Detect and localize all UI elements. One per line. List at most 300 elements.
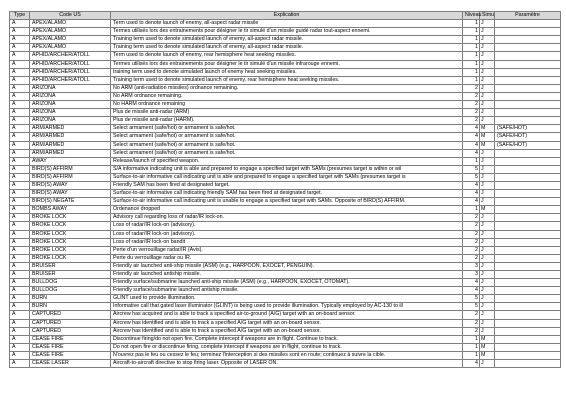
cell-code-us[interactable]: BROKE LOCK — [30, 238, 111, 246]
cell-explication[interactable]: Termes utilisés lors des entrainements pour désigner le tir simulé d'un missile infrarouge ennemi. — [111, 60, 463, 68]
table-row[interactable] — [10, 76, 561, 84]
cell-type[interactable]: A — [10, 295, 30, 303]
cell-code-us[interactable]: BROKE LOCK — [30, 230, 111, 238]
cell-niveau[interactable]: 4 — [463, 279, 480, 287]
cell-code-us[interactable]: CAPTURED — [30, 311, 111, 319]
header-niveau[interactable]: Niveau — [463, 12, 480, 20]
table-row[interactable] — [10, 60, 561, 68]
cell-niveau[interactable]: 4 — [463, 360, 480, 368]
cell-code-us[interactable]: BROKE LOCK — [30, 246, 111, 254]
cell-parametre[interactable] — [495, 149, 561, 157]
cell-explication[interactable]: Aircrew has acquired and is able to track a specified air-to-ground (A/G) target with an on-board sensor. — [111, 311, 463, 319]
cell-parametre[interactable] — [495, 343, 561, 351]
cell-simu[interactable]: M — [480, 133, 495, 141]
cell-parametre[interactable] — [495, 101, 561, 109]
cell-parametre[interactable] — [495, 230, 561, 238]
cell-parametre[interactable] — [495, 303, 561, 311]
cell-code-us[interactable]: BIRD(S) AWAY — [30, 181, 111, 189]
cell-parametre[interactable] — [495, 84, 561, 92]
cell-type[interactable]: A — [10, 125, 30, 133]
cell-simu[interactable]: J — [480, 190, 495, 198]
cell-niveau[interactable]: 4 — [463, 149, 480, 157]
cell-parametre[interactable] — [495, 20, 561, 28]
cell-niveau[interactable]: 1 — [463, 335, 480, 343]
cell-code-us[interactable]: CEASE LASER — [30, 360, 111, 368]
table-row[interactable] — [10, 44, 561, 52]
cell-type[interactable]: A — [10, 92, 30, 100]
cell-parametre[interactable] — [495, 246, 561, 254]
cell-code-us[interactable]: APEX/ALAMO — [30, 28, 111, 36]
cell-explication[interactable]: Release/launch of specified weapon. — [111, 157, 463, 165]
table-row[interactable] — [10, 303, 561, 311]
cell-parametre[interactable] — [495, 157, 561, 165]
cell-type[interactable]: A — [10, 141, 30, 149]
cell-simu[interactable]: J — [480, 60, 495, 68]
cell-simu[interactable]: J — [480, 311, 495, 319]
cell-simu[interactable]: J — [480, 52, 495, 60]
cell-code-us[interactable]: BROKE LOCK — [30, 222, 111, 230]
cell-niveau[interactable]: 5 — [463, 173, 480, 181]
table-row[interactable] — [10, 20, 561, 28]
cell-niveau[interactable]: 2 — [463, 222, 480, 230]
cell-code-us[interactable]: ARIZONA — [30, 101, 111, 109]
cell-parametre[interactable] — [495, 117, 561, 125]
cell-type[interactable]: A — [10, 262, 30, 270]
cell-parametre[interactable]: (SAFE/HOT) — [495, 133, 561, 141]
cell-niveau[interactable]: 2 — [463, 254, 480, 262]
cell-simu[interactable]: J — [480, 109, 495, 117]
cell-explication[interactable]: No HARM ordnance remaining — [111, 101, 463, 109]
table-row[interactable] — [10, 165, 561, 173]
cell-type[interactable]: A — [10, 149, 30, 157]
cell-parametre[interactable] — [495, 335, 561, 343]
cell-niveau[interactable]: 1 — [463, 52, 480, 60]
cell-explication[interactable]: Training term used to denote simulated launch of enemy, all-aspect radar missile. — [111, 36, 463, 44]
cell-simu[interactable]: M — [480, 125, 495, 133]
table-row[interactable] — [10, 262, 561, 270]
cell-explication[interactable]: Discontinue firing/do not open fire. Complete intercept if weapons are in flight. Continue to track. — [111, 335, 463, 343]
cell-explication[interactable]: Training term used to denote simulated launch of enemy, all-aspect radar missile. — [111, 44, 463, 52]
cell-simu[interactable]: J — [480, 101, 495, 109]
cell-simu[interactable]: M — [480, 141, 495, 149]
cell-type[interactable]: A — [10, 206, 30, 214]
cell-code-us[interactable]: BURN — [30, 303, 111, 311]
cell-niveau[interactable]: 2 — [463, 246, 480, 254]
table-row[interactable] — [10, 141, 561, 149]
cell-type[interactable]: A — [10, 311, 30, 319]
cell-type[interactable]: A — [10, 173, 30, 181]
cell-explication[interactable]: Select armament (safe/hot) or armament is safe/hot. — [111, 133, 463, 141]
cell-simu[interactable]: J — [480, 222, 495, 230]
cell-parametre[interactable] — [495, 238, 561, 246]
cell-code-us[interactable]: BROKE LOCK — [30, 254, 111, 262]
cell-parametre[interactable] — [495, 44, 561, 52]
table-row[interactable] — [10, 319, 561, 327]
table-row[interactable] — [10, 101, 561, 109]
cell-code-us[interactable]: BIRD(S) AFFIRM — [30, 173, 111, 181]
cell-code-us[interactable]: ARM/ARMED — [30, 133, 111, 141]
table-row[interactable] — [10, 279, 561, 287]
cell-parametre[interactable] — [495, 28, 561, 36]
cell-parametre[interactable] — [495, 92, 561, 100]
cell-explication[interactable]: Aircrew has identified and is able to track a specified A/G target with an on-board sensor. — [111, 327, 463, 335]
header-type[interactable]: Type — [10, 12, 30, 20]
cell-code-us[interactable]: CEASE FIRE — [30, 351, 111, 359]
cell-parametre[interactable] — [495, 36, 561, 44]
cell-simu[interactable]: J — [480, 198, 495, 206]
cell-explication[interactable]: Perte d'un verrouillage radar/IR (Avis). — [111, 246, 463, 254]
cell-niveau[interactable]: 1 — [463, 44, 480, 52]
cell-code-us[interactable]: BOMBS AWAY — [30, 206, 111, 214]
cell-niveau[interactable]: 3 — [463, 271, 480, 279]
cell-niveau[interactable]: 4 — [463, 133, 480, 141]
cell-type[interactable]: A — [10, 360, 30, 368]
cell-parametre[interactable] — [495, 214, 561, 222]
cell-niveau[interactable]: 4 — [463, 181, 480, 189]
cell-type[interactable]: A — [10, 117, 30, 125]
table-row[interactable] — [10, 246, 561, 254]
cell-niveau[interactable]: 1 — [463, 206, 480, 214]
cell-parametre[interactable] — [495, 173, 561, 181]
cell-explication[interactable]: Select armament (safe/hot) or armament is safe/hot. — [111, 149, 463, 157]
cell-simu[interactable]: J — [480, 157, 495, 165]
cell-type[interactable]: A — [10, 319, 30, 327]
cell-code-us[interactable]: CAPTURED — [30, 327, 111, 335]
cell-niveau[interactable]: 5 — [463, 303, 480, 311]
cell-niveau[interactable]: 1 — [463, 36, 480, 44]
cell-code-us[interactable]: ARM/ARMED — [30, 149, 111, 157]
cell-code-us[interactable]: APHID/ARCHER/ATOLL — [30, 52, 111, 60]
cell-code-us[interactable]: ARIZONA — [30, 92, 111, 100]
cell-type[interactable]: A — [10, 222, 30, 230]
cell-type[interactable]: A — [10, 246, 30, 254]
cell-explication[interactable]: Termes utilisés lors des entrainements pour désigner le tir simulé d'un missile guidé radar tout-aspect ennemi. — [111, 28, 463, 36]
cell-type[interactable]: A — [10, 52, 30, 60]
table-row[interactable] — [10, 360, 561, 368]
cell-code-us[interactable]: APEX/ALAMO — [30, 36, 111, 44]
cell-parametre[interactable] — [495, 360, 561, 368]
cell-type[interactable]: A — [10, 351, 30, 359]
cell-type[interactable]: A — [10, 198, 30, 206]
table-row[interactable] — [10, 84, 561, 92]
cell-simu[interactable]: M — [480, 335, 495, 343]
cell-type[interactable]: A — [10, 68, 30, 76]
cell-simu[interactable]: J — [480, 262, 495, 270]
table-row[interactable] — [10, 28, 561, 36]
cell-explication[interactable]: Loss of radar/IR lock-on (advisory). — [111, 230, 463, 238]
cell-niveau[interactable]: 5 — [463, 165, 480, 173]
cell-parametre[interactable] — [495, 262, 561, 270]
cell-niveau[interactable]: 1 — [463, 68, 480, 76]
cell-explication[interactable]: Perte du verrouillage radar ou IR. — [111, 254, 463, 262]
cell-niveau[interactable]: 4 — [463, 141, 480, 149]
cell-explication[interactable]: S/A informative indicating unit is able and prepared to engage a specified target with SAMs (presumes target is within or wil — [111, 165, 463, 173]
cell-simu[interactable]: M — [480, 206, 495, 214]
cell-type[interactable]: A — [10, 271, 30, 279]
cell-simu[interactable]: M — [480, 351, 495, 359]
cell-type[interactable]: A — [10, 44, 30, 52]
table-row[interactable] — [10, 287, 561, 295]
cell-niveau[interactable]: 2 — [463, 117, 480, 125]
table-row[interactable] — [10, 206, 561, 214]
cell-explication[interactable]: Term used to denote launch of enemy, rear hemisphere heat seeking missiles. — [111, 52, 463, 60]
cell-simu[interactable]: M — [480, 343, 495, 351]
cell-explication[interactable]: Friendly SAM has been fired at designated target. — [111, 181, 463, 189]
header-code-us[interactable]: Code US — [30, 12, 111, 20]
cell-simu[interactable]: J — [480, 303, 495, 311]
cell-parametre[interactable] — [495, 52, 561, 60]
cell-code-us[interactable]: BRUISER — [30, 271, 111, 279]
cell-simu[interactable]: J — [480, 360, 495, 368]
cell-simu[interactable]: J — [480, 149, 495, 157]
table-row[interactable] — [10, 149, 561, 157]
cell-parametre[interactable] — [495, 206, 561, 214]
cell-niveau[interactable]: 4 — [463, 198, 480, 206]
cell-simu[interactable]: J — [480, 20, 495, 28]
cell-type[interactable]: A — [10, 279, 30, 287]
table-row[interactable] — [10, 222, 561, 230]
cell-code-us[interactable]: APHID/ARCHER/ATOLL — [30, 76, 111, 84]
cell-code-us[interactable]: APHID/ARCHER/ATOLL — [30, 68, 111, 76]
cell-explication[interactable]: Do not open fire or discontinue firing, complete intercept if weapons are in flight, continue to track. — [111, 343, 463, 351]
cell-niveau[interactable]: 2 — [463, 327, 480, 335]
cell-simu[interactable]: J — [480, 173, 495, 181]
cell-niveau[interactable]: 5 — [463, 295, 480, 303]
cell-explication[interactable]: Aircrew has identified and is able to track a specified A/G target with an on-board sensor. — [111, 319, 463, 327]
cell-niveau[interactable]: 1 — [463, 20, 480, 28]
cell-niveau[interactable]: 2 — [463, 311, 480, 319]
cell-niveau[interactable]: 2 — [463, 238, 480, 246]
table-row[interactable] — [10, 254, 561, 262]
cell-simu[interactable]: J — [480, 181, 495, 189]
cell-explication[interactable]: Loss of radar/IR lock-on bandit — [111, 238, 463, 246]
cell-niveau[interactable]: 3 — [463, 262, 480, 270]
cell-type[interactable]: A — [10, 133, 30, 141]
cell-simu[interactable]: J — [480, 295, 495, 303]
cell-type[interactable]: A — [10, 327, 30, 335]
cell-explication[interactable]: Plus de missile anti-radar (ARM) — [111, 109, 463, 117]
cell-explication[interactable]: N'ouvrez pas le feu ou cessez le feu; terminez l'interception si des missiles sont en route; continuez à suivre la cible. — [111, 351, 463, 359]
cell-type[interactable]: A — [10, 230, 30, 238]
cell-simu[interactable]: J — [480, 279, 495, 287]
cell-type[interactable]: A — [10, 109, 30, 117]
cell-type[interactable]: A — [10, 84, 30, 92]
cell-type[interactable]: A — [10, 181, 30, 189]
cell-type[interactable]: A — [10, 343, 30, 351]
table-row[interactable] — [10, 173, 561, 181]
cell-parametre[interactable] — [495, 198, 561, 206]
cell-code-us[interactable]: CEASE FIRE — [30, 343, 111, 351]
cell-code-us[interactable]: APEX/ALAMO — [30, 44, 111, 52]
cell-code-us[interactable]: ARIZONA — [30, 117, 111, 125]
cell-niveau[interactable]: 2 — [463, 319, 480, 327]
cell-code-us[interactable]: CEASE FIRE — [30, 335, 111, 343]
header-explication[interactable]: Explication — [111, 12, 463, 20]
cell-simu[interactable]: J — [480, 254, 495, 262]
cell-niveau[interactable]: 2 — [463, 92, 480, 100]
table-row[interactable] — [10, 198, 561, 206]
cell-simu[interactable]: J — [480, 117, 495, 125]
cell-niveau[interactable]: 1 — [463, 343, 480, 351]
cell-simu[interactable]: J — [480, 230, 495, 238]
cell-code-us[interactable]: BIRD(S) AWAY — [30, 190, 111, 198]
cell-code-us[interactable]: AWAY — [30, 157, 111, 165]
cell-simu[interactable]: J — [480, 92, 495, 100]
cell-simu[interactable]: J — [480, 165, 495, 173]
cell-code-us[interactable]: ARIZONA — [30, 84, 111, 92]
table-row[interactable] — [10, 52, 561, 60]
cell-code-us[interactable]: BIRD(S) NEGATE — [30, 198, 111, 206]
cell-niveau[interactable]: 2 — [463, 84, 480, 92]
cell-parametre[interactable] — [495, 351, 561, 359]
cell-explication[interactable]: training term used to denote simulated launch of enemy heat seeking missiles. — [111, 68, 463, 76]
cell-type[interactable]: A — [10, 190, 30, 198]
table-row[interactable] — [10, 295, 561, 303]
cell-explication[interactable]: Surface-to-air informative call indicating friendly SAM has been fired at designated target. — [111, 190, 463, 198]
cell-code-us[interactable]: BULLDOG — [30, 279, 111, 287]
cell-code-us[interactable]: APEX/ALAMO — [30, 20, 111, 28]
cell-code-us[interactable]: BROKE LOCK — [30, 214, 111, 222]
cell-niveau[interactable]: 1 — [463, 76, 480, 84]
cell-explication[interactable]: Friendly air launched anti-ship missile (ASM) (e.g., HARPOON, EXOCET, PENGUIN). — [111, 262, 463, 270]
cell-parametre[interactable] — [495, 76, 561, 84]
table-row[interactable] — [10, 190, 561, 198]
cell-niveau[interactable]: 2 — [463, 101, 480, 109]
cell-simu[interactable]: J — [480, 68, 495, 76]
cell-code-us[interactable]: BIRD(S) AFFIRM — [30, 165, 111, 173]
table-row[interactable] — [10, 214, 561, 222]
cell-type[interactable]: A — [10, 238, 30, 246]
cell-parametre[interactable] — [495, 60, 561, 68]
cell-simu[interactable]: J — [480, 287, 495, 295]
cell-explication[interactable]: Ordenance dropped — [111, 206, 463, 214]
cell-type[interactable]: A — [10, 157, 30, 165]
cell-type[interactable]: A — [10, 28, 30, 36]
table-row[interactable] — [10, 157, 561, 165]
cell-type[interactable]: A — [10, 60, 30, 68]
table-row[interactable] — [10, 327, 561, 335]
cell-parametre[interactable] — [495, 190, 561, 198]
cell-simu[interactable]: J — [480, 246, 495, 254]
cell-type[interactable]: A — [10, 287, 30, 295]
table-row[interactable] — [10, 311, 561, 319]
cell-explication[interactable]: Surface-to-air informative call indicating unit is able and prepared to engage a specified target with SAMs (presumes target is — [111, 173, 463, 181]
cell-niveau[interactable]: 1 — [463, 28, 480, 36]
table-row[interactable] — [10, 117, 561, 125]
cell-simu[interactable]: J — [480, 271, 495, 279]
cell-explication[interactable]: No ARM ordnance remaining. — [111, 92, 463, 100]
cell-simu[interactable]: J — [480, 28, 495, 36]
cell-explication[interactable]: Select armament (safe/hot) or armament is safe/hot. — [111, 141, 463, 149]
cell-simu[interactable]: J — [480, 44, 495, 52]
table-row[interactable] — [10, 335, 561, 343]
table-row[interactable] — [10, 351, 561, 359]
table-row[interactable] — [10, 133, 561, 141]
cell-explication[interactable]: Aircraft-to-aircraft directive to stop firing laser. Opposite of LASER ON. — [111, 360, 463, 368]
cell-simu[interactable]: J — [480, 214, 495, 222]
cell-parametre[interactable] — [495, 222, 561, 230]
cell-explication[interactable]: Informative call that gated laser illuminator (GLINT) is being used to provide illumination. Typically employed by AC-130 to ill — [111, 303, 463, 311]
cell-type[interactable]: A — [10, 214, 30, 222]
cell-niveau[interactable]: 1 — [463, 157, 480, 165]
cell-code-us[interactable]: ARM/ARMED — [30, 125, 111, 133]
header-simu[interactable]: Simu — [480, 12, 495, 20]
cell-explication[interactable]: No ARM (anti-radiation missiles) ordnance remaining. — [111, 84, 463, 92]
cell-code-us[interactable]: BRUISER — [30, 262, 111, 270]
cell-type[interactable]: A — [10, 335, 30, 343]
table-row[interactable] — [10, 92, 561, 100]
cell-niveau[interactable]: 2 — [463, 109, 480, 117]
cell-parametre[interactable] — [495, 254, 561, 262]
cell-code-us[interactable]: ARIZONA — [30, 109, 111, 117]
cell-code-us[interactable]: APHID/ARCHER/ATOLL — [30, 60, 111, 68]
cell-type[interactable]: A — [10, 303, 30, 311]
cell-code-us[interactable]: BURN — [30, 295, 111, 303]
cell-type[interactable]: A — [10, 20, 30, 28]
cell-niveau[interactable]: 4 — [463, 287, 480, 295]
table-row[interactable] — [10, 68, 561, 76]
cell-simu[interactable]: J — [480, 36, 495, 44]
cell-type[interactable]: A — [10, 76, 30, 84]
cell-parametre[interactable] — [495, 319, 561, 327]
cell-niveau[interactable]: 1 — [463, 351, 480, 359]
cell-explication[interactable]: Select armament (safe/hot) or armament is safe/hot. — [111, 125, 463, 133]
table-row[interactable] — [10, 230, 561, 238]
cell-explication[interactable]: Loss of radar/IR lock-on (advisory). — [111, 222, 463, 230]
cell-parametre[interactable] — [495, 271, 561, 279]
cell-explication[interactable]: Plus de missile anti-radar (HARM). — [111, 117, 463, 125]
cell-parametre[interactable] — [495, 165, 561, 173]
table-row[interactable] — [10, 181, 561, 189]
cell-simu[interactable]: J — [480, 238, 495, 246]
cell-code-us[interactable]: ARM/ARMED — [30, 141, 111, 149]
cell-explication[interactable]: Training term used to denote simulated launch of enemy, rear hemisphere heat seeking missiles. — [111, 76, 463, 84]
table-row[interactable] — [10, 125, 561, 133]
cell-niveau[interactable]: 2 — [463, 230, 480, 238]
cell-code-us[interactable]: BULLDOG — [30, 287, 111, 295]
cell-explication[interactable]: Friendly surface/submarine launched antiship missile. — [111, 287, 463, 295]
cell-simu[interactable]: J — [480, 76, 495, 84]
cell-type[interactable]: A — [10, 165, 30, 173]
cell-explication[interactable]: GLINT used to provide illumination. — [111, 295, 463, 303]
cell-simu[interactable]: J — [480, 319, 495, 327]
table-row[interactable] — [10, 343, 561, 351]
cell-parametre[interactable] — [495, 311, 561, 319]
cell-explication[interactable]: Surface-to-air informative call indicating unit is unable to engage a specified target with SAMs. Opposite of BIRD(S) AFFIRM. — [111, 198, 463, 206]
cell-explication[interactable]: Friendly surface/submarine launched anti-ship missile (ASM) (e.g., HARPOON, EXOCET, OTOMAT). — [111, 279, 463, 287]
cell-explication[interactable]: Friendly air launched antiship missile. — [111, 271, 463, 279]
cell-parametre[interactable] — [495, 287, 561, 295]
cell-simu[interactable]: J — [480, 327, 495, 335]
cell-parametre[interactable]: (SAFE/HOT) — [495, 125, 561, 133]
cell-parametre[interactable] — [495, 68, 561, 76]
table-row[interactable] — [10, 36, 561, 44]
table-row[interactable] — [10, 109, 561, 117]
cell-explication[interactable]: Advisory call regarding loss of radar/IR lock-on. — [111, 214, 463, 222]
cell-niveau[interactable]: 4 — [463, 125, 480, 133]
header-parametre[interactable]: Paramètre — [495, 12, 561, 20]
cell-parametre[interactable] — [495, 279, 561, 287]
cell-type[interactable]: A — [10, 36, 30, 44]
table-row[interactable] — [10, 271, 561, 279]
cell-type[interactable]: A — [10, 254, 30, 262]
cell-parametre[interactable] — [495, 181, 561, 189]
cell-parametre[interactable] — [495, 295, 561, 303]
cell-code-us[interactable]: CAPTURED — [30, 319, 111, 327]
cell-simu[interactable]: J — [480, 84, 495, 92]
cell-parametre[interactable] — [495, 109, 561, 117]
cell-parametre[interactable] — [495, 327, 561, 335]
